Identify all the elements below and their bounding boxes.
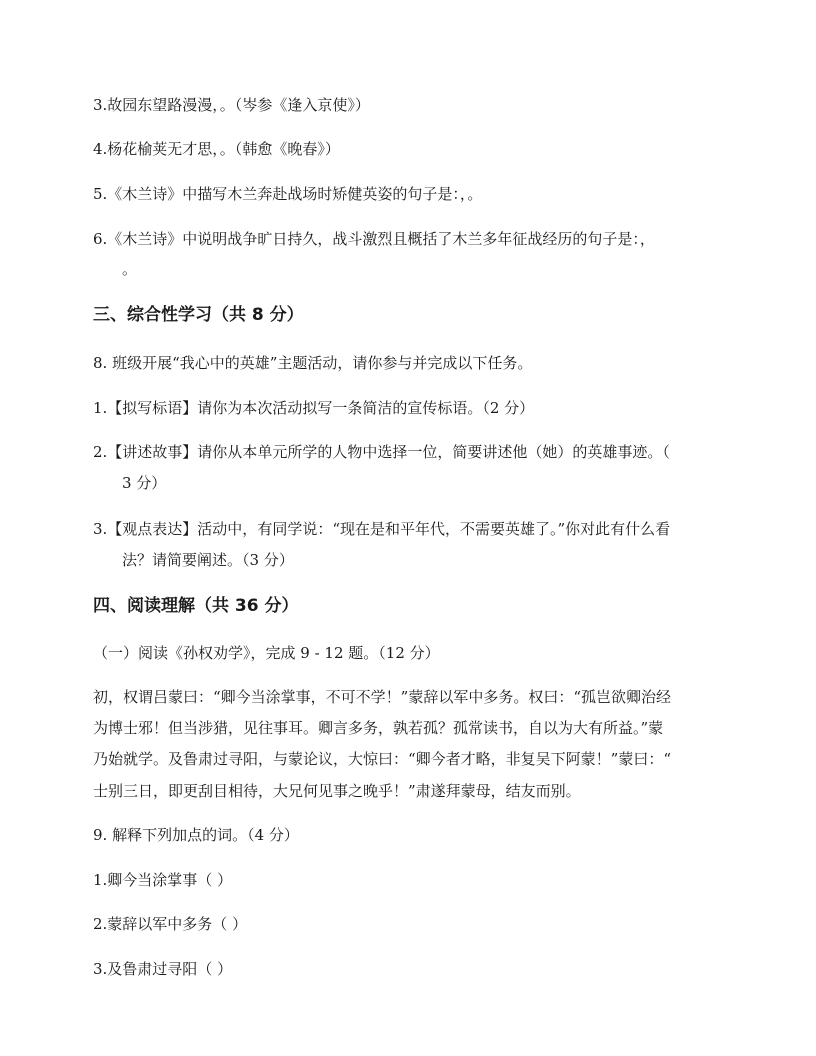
section-3-heading: 三、综合性学习（共 8 分） — [93, 305, 304, 325]
fill-blank-item-3: 3.故园东望路漫漫，。（岑参《逢入京使》） — [93, 96, 370, 114]
fill-blank-item-6-continuation: 。 — [122, 260, 138, 278]
passage-line-4: 士别三日，即更刮目相待，大兄何见事之晚乎！”肃遂拜蒙母，结友而别。 — [93, 782, 581, 800]
question-9: 9. 解释下列加点的词。（4 分） — [93, 826, 299, 844]
passage-line-2: 为博士邪！但当涉猎，见往事耳。卿言多务，孰若孤？孤常读书，自以为大有所益。”蒙 — [93, 719, 664, 737]
passage-line-3: 乃始就学。及鲁肃过寻阳，与蒙论议，大惊曰：“卿今者才略，非复吴下阿蒙！”蒙曰：“ — [93, 750, 672, 768]
section-4-heading: 四、阅读理解（共 36 分） — [93, 596, 299, 616]
task-3-opinion-continuation: 法？请简要阐述。（3 分） — [122, 551, 294, 569]
fill-blank-item-4: 4.杨花榆荚无才思，。（韩愈《晚春》） — [93, 140, 340, 158]
task-3-opinion: 3.【观点表达】活动中，有同学说：“现在是和平年代，不需要英雄了。”你对此有什么看 — [93, 520, 671, 538]
task-2-story: 2.【讲述故事】请你从本单元所学的人物中选择一位，简要讲述他（她）的英雄事迹。（ — [93, 443, 670, 461]
task-1-slogan: 1.【拟写标语】请你为本次活动拟写一条简洁的宣传标语。（2 分） — [93, 399, 535, 417]
question-9-item-1: 1.卿今当涂掌事（ ） — [93, 871, 233, 889]
fill-blank-item-6: 6.《木兰诗》中说明战争旷日持久，战斗激烈且概括了木兰多年征战经历的句子是：， — [93, 230, 655, 248]
question-9-item-2: 2.蒙辞以军中多务（ ） — [93, 915, 248, 933]
question-9-item-3: 3.及鲁肃过寻阳（ ） — [93, 960, 233, 978]
task-2-story-continuation: 3 分） — [122, 474, 167, 492]
reading-1-subheading: （一）阅读《孙权劝学》，完成 9 - 12 题。（12 分） — [93, 644, 440, 662]
question-8-intro: 8. 班级开展“我心中的英雄”主题活动，请你参与并完成以下任务。 — [93, 354, 533, 372]
fill-blank-item-5: 5.《木兰诗》中描写木兰奔赴战场时矫健英姿的句子是：，。 — [93, 185, 483, 203]
passage-line-1: 初，权谓吕蒙曰：“卿今当涂掌事，不可不学！”蒙辞以军中多务。权曰：“孤岂欲卿治经 — [93, 688, 672, 706]
